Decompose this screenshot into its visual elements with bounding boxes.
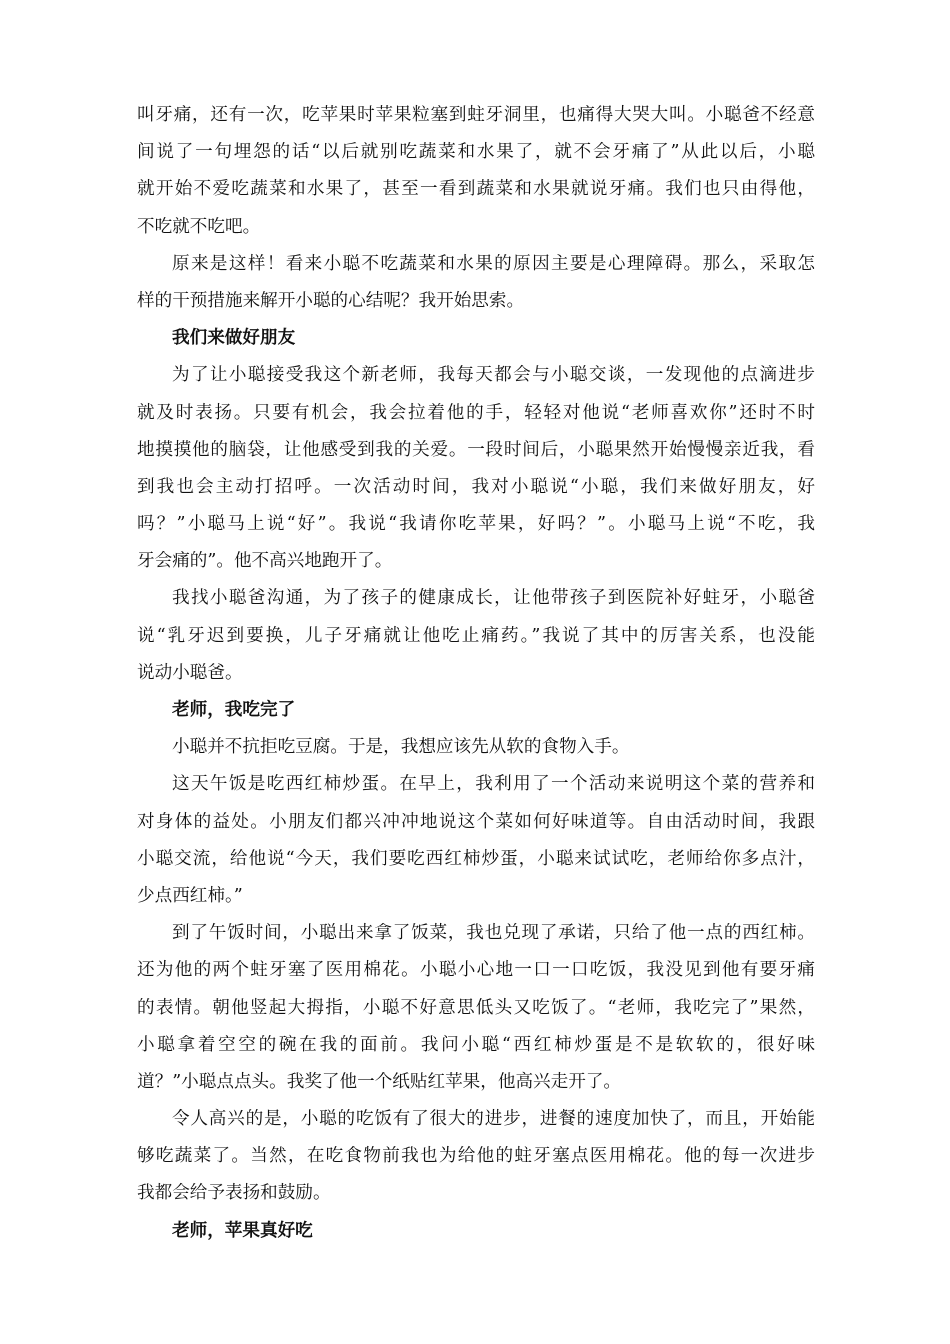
text-line: 吗？”小聪马上说“好”。我说“我请你吃苹果，好吗？”。小聪马上说“不吃，我 xyxy=(137,514,815,535)
text-line: 少点西红柿。” xyxy=(137,885,243,906)
text-line: 就开始不爱吃蔬菜和水果了，甚至一看到蔬菜和水果就说牙痛。我们也只由得他， xyxy=(137,179,815,200)
paragraph xyxy=(137,246,815,320)
text-line: 够吃蔬菜了。当然，在吃食物前我也为给他的蛀牙塞点医用棉花。他的每一次进步 xyxy=(137,1146,815,1167)
paragraph xyxy=(137,357,815,580)
text-line: 小聪交流，给他说“今天，我们要吃西红柿炒蛋，小聪来试试吃，老师给你多点汁， xyxy=(137,848,815,869)
document-page xyxy=(137,97,815,1250)
text-line: 这天午饭是吃西红柿炒蛋。在早上，我利用了一个活动来说明这个菜的营养和 xyxy=(172,774,815,795)
text-line: 说动小聪爸。 xyxy=(137,662,243,683)
text-line: 到了午饭时间，小聪出来拿了饭菜，我也兑现了承诺，只给了他一点的西红柿。 xyxy=(172,923,815,944)
text-line: 对身体的益处。小朋友们都兴冲冲地说这个菜如何好味道等。自由活动时间，我跟 xyxy=(137,811,815,832)
text-line: 小聪并不抗拒吃豆腐。于是，我想应该先从软的食物入手。 xyxy=(172,737,630,758)
text-line: 间说了一句埋怨的话“以后就别吃蔬菜和水果了，就不会牙痛了”从此以后，小聪 xyxy=(137,142,815,163)
section-heading: 老师，我吃完了 xyxy=(172,700,296,720)
text-line: 令人高兴的是，小聪的吃饭有了很大的进步，进餐的速度加快了，而且，开始能 xyxy=(172,1109,815,1130)
paragraph xyxy=(137,915,815,1101)
paragraph xyxy=(137,1101,815,1213)
text-line: 就及时表扬。只要有机会，我会拉着他的手，轻轻对他说“老师喜欢你”还时不时 xyxy=(137,402,815,423)
section-heading: 我们来做好朋友 xyxy=(172,328,296,349)
paragraph xyxy=(137,729,815,766)
text-line: 我找小聪爸沟通，为了孩子的健康成长，让他带孩子到医院补好蛀牙，小聪爸 xyxy=(172,588,815,609)
section-heading: 老师，苹果真好吃 xyxy=(172,1220,313,1241)
text-line: 说“乳牙迟到要换，儿子牙痛就让他吃止痛药。”我说了其中的厉害关系，也没能 xyxy=(137,625,815,646)
text-line: 道？”小聪点点头。我奖了他一个纸贴红苹果，他高兴走开了。 xyxy=(137,1071,622,1092)
text-line: 叫牙痛，还有一次，吃苹果时苹果粒塞到蛀牙洞里，也痛得大哭大叫。小聪爸不经意 xyxy=(137,105,815,125)
text-line: 为了让小聪接受我这个新老师，我每天都会与小聪交谈，一发现他的点滴进步 xyxy=(172,365,815,386)
text-line: 的表情。朝他竖起大拇指，小聪不好意思低头又吃饭了。“老师，我吃完了”果然， xyxy=(137,997,815,1018)
text-line: 地摸摸他的脑袋，让他感受到我的关爱。一段时间后，小聪果然开始慢慢亲近我，看 xyxy=(137,439,815,460)
paragraph xyxy=(137,580,815,692)
text-line: 牙会痛的”。他不高兴地跑开了。 xyxy=(137,551,393,572)
text-line: 到我也会主动打招呼。一次活动时间，我对小聪说“小聪，我们来做好朋友，好 xyxy=(137,476,815,497)
text-line: 我都会给予表扬和鼓励。 xyxy=(137,1183,331,1204)
paragraph xyxy=(137,97,815,246)
paragraph xyxy=(137,766,815,915)
text-line: 原来是这样！看来小聪不吃蔬菜和水果的原因主要是心理障碍。那么，采取怎 xyxy=(172,253,815,274)
text-line: 小聪拿着空空的碗在我的面前。我问小聪“西红柿炒蛋是不是软软的，很好味 xyxy=(137,1034,815,1055)
text-line: 还为他的两个蛀牙塞了医用棉花。小聪小心地一口一口吃饭，我没见到他有要牙痛 xyxy=(137,960,815,981)
text-line: 样的干预措施来解开小聪的心结呢？我开始思索。 xyxy=(137,290,525,311)
text-line: 不吃就不吃吧。 xyxy=(137,216,261,237)
